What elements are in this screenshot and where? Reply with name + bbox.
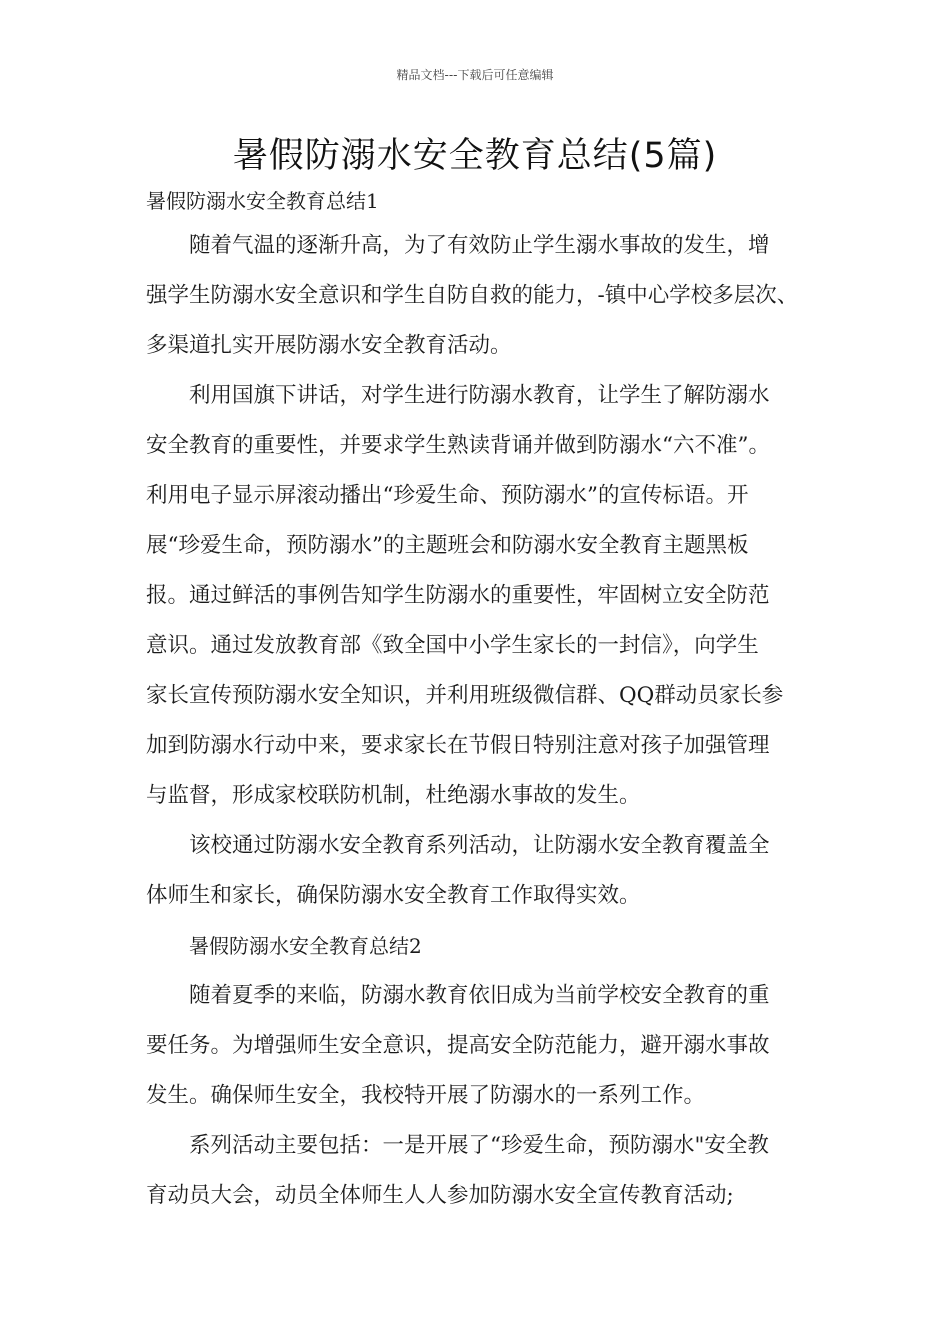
document-title: 暑假防溺水安全教育总结(5篇) [232,136,718,176]
paragraph-2 [146,371,812,821]
paragraph-1 [146,221,812,371]
header-note: 精品文档---下载后可任意编辑 [396,68,554,82]
text-line: 展“珍爱生命，预防溺水”的主题班会和防溺水安全教育主题黑板 [146,533,749,558]
text-line: 利用电子显示屏滚动播出“珍爱生命、预防溺水”的宣传标语。开 [146,483,749,508]
paragraph-3 [146,821,812,921]
text-line: 加到防溺水行动中来，要求家长在节假日特别注意对孩子加强管理 [146,733,770,758]
text-line: 利用国旗下讲话，对学生进行防溺水教育，让学生了解防溺水 [189,383,770,408]
section-heading-2: 暑假防溺水安全教育总结2 [189,934,422,958]
paragraph-5 [146,1121,812,1221]
document-body [146,181,812,1221]
text-line: 体师生和家长，确保防溺水安全教育工作取得实效。 [146,883,641,908]
text-line: 多渠道扎实开展防溺水安全教育活动。 [146,333,512,358]
text-line: 该校通过防溺水安全教育系列活动，让防溺水安全教育覆盖全 [189,833,770,858]
text-line: 随着夏季的来临，防溺水教育依旧成为当前学校安全教育的重 [189,983,770,1008]
section-heading-1: 暑假防溺水安全教育总结1 [146,189,379,213]
paragraph-4 [146,971,812,1121]
text-line: 要任务。为增强师生安全意识，提高安全防范能力，避开溺水事故 [146,1033,770,1058]
text-line: 与监督，形成家校联防机制，杜绝溺水事故的发生。 [146,783,641,808]
text-line: 安全教育的重要性，并要求学生熟读背诵并做到防溺水“六不准”。 [146,433,770,458]
text-line: 报。通过鲜活的事例告知学生防溺水的重要性，牢固树立安全防范 [146,583,770,608]
text-line: 随着气温的逐渐升高，为了有效防止学生溺水事故的发生，增 [189,233,770,258]
text-line: 强学生防溺水安全意识和学生自防自救的能力，-镇中心学校多层次、 [146,283,799,308]
text-line: 系列活动主要包括：一是开展了“珍爱生命，预防溺水"安全教 [189,1133,769,1158]
text-line: 育动员大会，动员全体师生人人参加防溺水安全宣传教育活动; [146,1183,734,1208]
text-line: 意识。通过发放教育部《致全国中小学生家长的一封信》，向学生 [146,633,759,658]
text-line: 发生。确保师生安全，我校特开展了防溺水的一系列工作。 [146,1083,706,1108]
text-line: 家长宣传预防溺水安全知识，并利用班级微信群、QQ群动员家长参 [146,683,784,708]
